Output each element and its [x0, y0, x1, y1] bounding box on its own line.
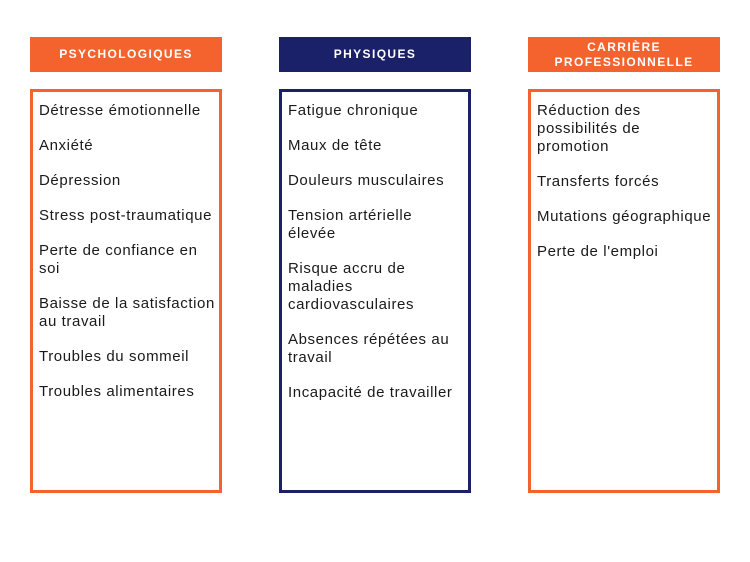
list-item: Perte de confiance en soi	[39, 242, 198, 277]
list-item: Réduction des possibilités de promotion	[537, 102, 641, 155]
list-item: Mutations géographique	[537, 208, 712, 225]
box-carriere	[528, 89, 720, 493]
list-item: Perte de l'emploi	[537, 243, 659, 260]
box-physiques	[279, 89, 471, 493]
list-carriere	[537, 102, 713, 261]
list-psychologiques	[39, 102, 215, 401]
list-item: Incapacité de travailler	[288, 384, 453, 401]
list-item: Baisse de la satisfaction au travail	[39, 295, 215, 330]
list-item: Absences répétées au travail	[288, 331, 450, 366]
list-item: Troubles du sommeil	[39, 348, 190, 365]
list-item: Risque accru de maladies cardiovasculaires	[288, 260, 415, 313]
list-item: Tension artérielle élevée	[288, 207, 413, 242]
list-item: Anxiété	[39, 137, 94, 154]
list-item: Dépression	[39, 172, 121, 189]
header-psychologiques: PSYCHOLOGIQUES	[30, 37, 222, 72]
list-item: Fatigue chronique	[288, 102, 419, 119]
header-carriere: CARRIÈRE PROFESSIONNELLE	[528, 37, 720, 72]
list-item: Détresse émotionnelle	[39, 102, 201, 119]
header-physiques: PHYSIQUES	[279, 37, 471, 72]
list-item: Stress post-traumatique	[39, 207, 213, 224]
list-item: Douleurs musculaires	[288, 172, 445, 189]
list-physiques	[288, 102, 464, 402]
box-psychologiques	[30, 89, 222, 493]
list-item: Transferts forcés	[537, 173, 660, 190]
list-item: Troubles alimentaires	[39, 383, 195, 400]
list-item: Maux de tête	[288, 137, 382, 154]
